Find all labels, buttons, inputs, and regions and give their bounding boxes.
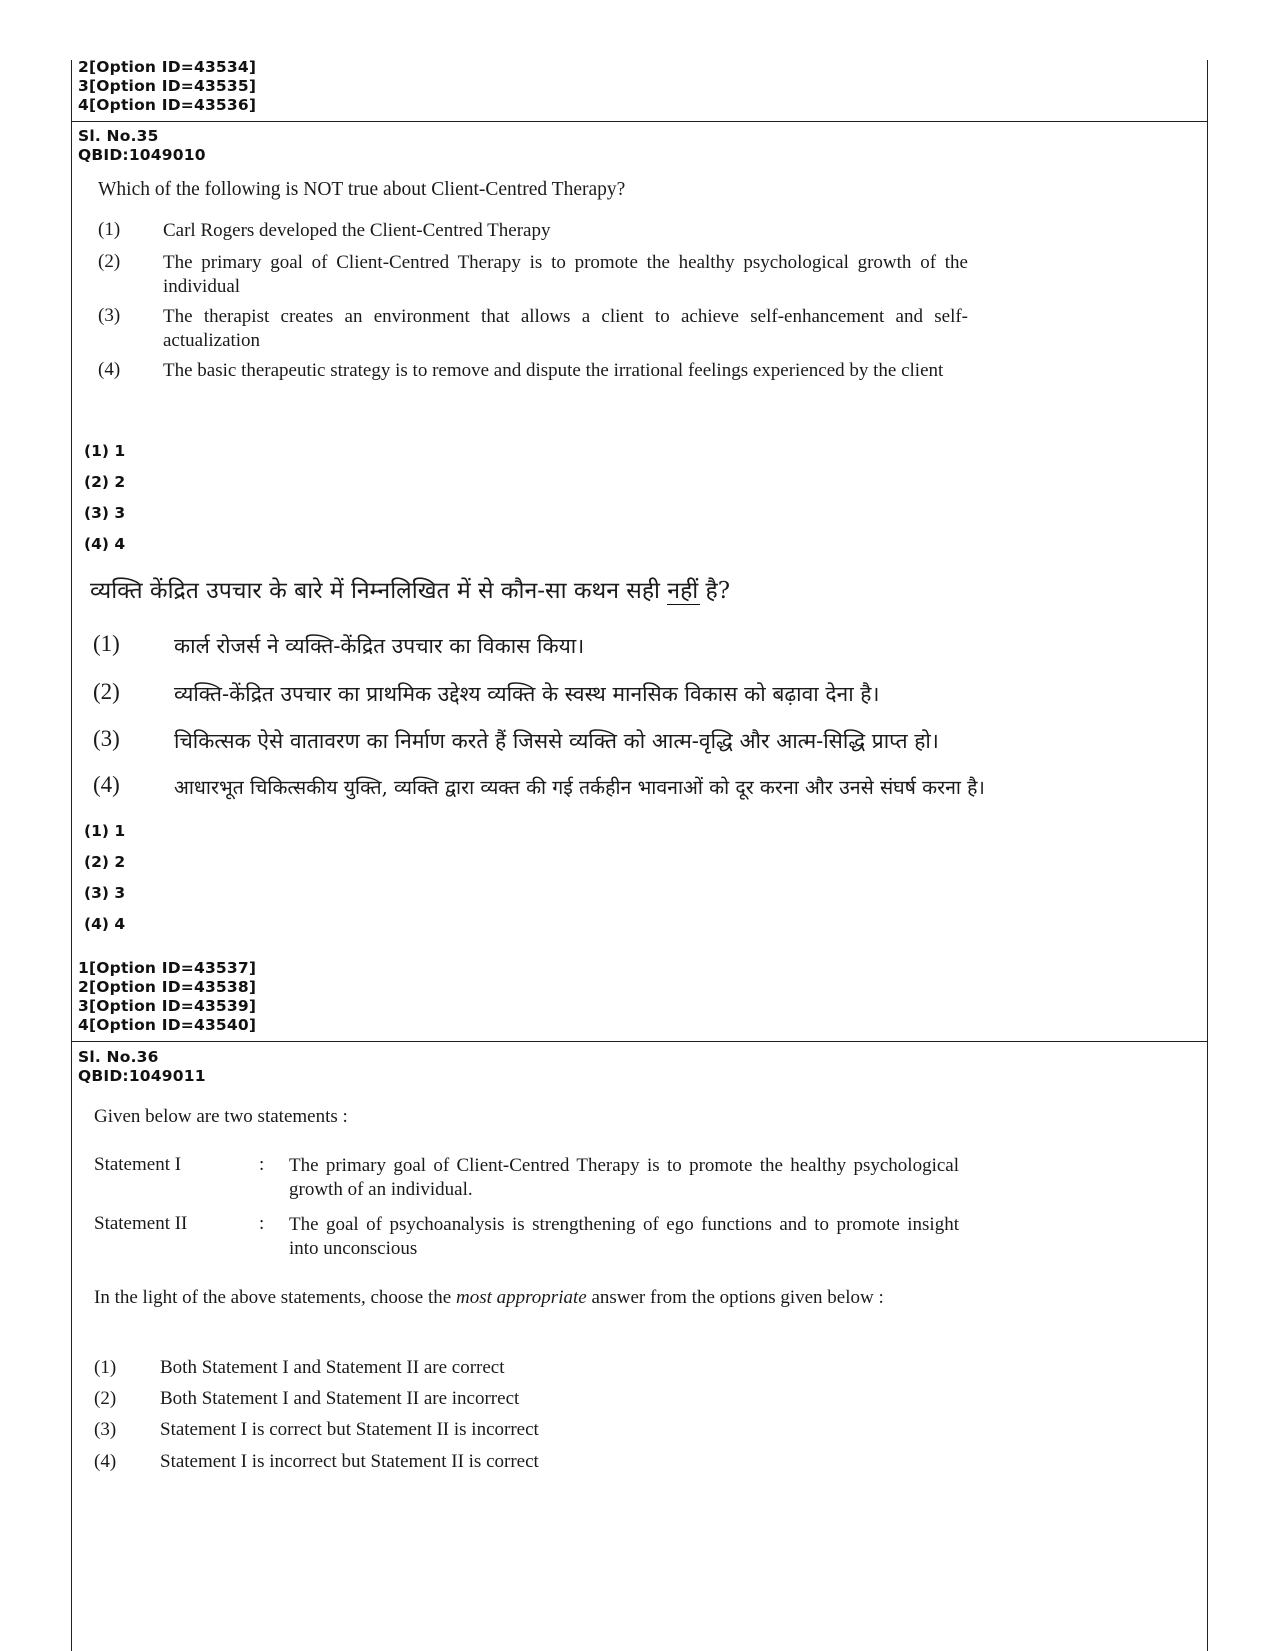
option-text: Carl Rogers developed the Client-Centred Therapy bbox=[163, 220, 551, 241]
qbid: QBID:1049011 bbox=[78, 1067, 206, 1085]
serial-number: Sl. No.36 bbox=[78, 1048, 159, 1066]
option-number: (4) bbox=[94, 1451, 117, 1472]
statement-label: Statement I bbox=[94, 1154, 182, 1175]
answer-choice: (4) 4 bbox=[84, 535, 126, 553]
answer-choice: (3) 3 bbox=[84, 884, 126, 902]
option-number: (2) bbox=[93, 679, 120, 704]
answer-choice: (2) 2 bbox=[84, 853, 126, 871]
option-id-line: 1[Option ID=43537] bbox=[78, 959, 257, 977]
option-id-line: 2[Option ID=43534] bbox=[78, 58, 257, 76]
statement-colon: : bbox=[259, 1213, 265, 1234]
answer-choice: (4) 4 bbox=[84, 915, 126, 933]
option-text-hi: आधारभूत चिकित्सकीय युक्ति, व्यक्ति द्वारा व्यक्त की गई तर्कहीन भावनाओं को दूर करना और उनसे संघर्ष करना है। bbox=[174, 776, 985, 799]
question-intro: Given below are two statements : bbox=[94, 1106, 348, 1127]
answer-choice: (1) 1 bbox=[84, 822, 126, 840]
option-number: (3) bbox=[94, 1419, 117, 1440]
option-number: (4) bbox=[98, 359, 121, 380]
option-id-line: 4[Option ID=43536] bbox=[78, 96, 257, 114]
option-number: (2) bbox=[94, 1388, 117, 1409]
option-id-line: 4[Option ID=43540] bbox=[78, 1016, 257, 1034]
option-number: (3) bbox=[93, 726, 120, 751]
statement-label: Statement II bbox=[94, 1213, 188, 1234]
underline-mark bbox=[667, 604, 700, 605]
instruction-pre: In the light of the above statements, choose the bbox=[94, 1287, 456, 1308]
option-text: Statement I is correct but Statement II is incorrect bbox=[160, 1419, 539, 1440]
option-id-line: 3[Option ID=43539] bbox=[78, 997, 257, 1015]
qbid: QBID:1049010 bbox=[78, 146, 206, 164]
option-text: Statement I is incorrect but Statement II is correct bbox=[160, 1451, 539, 1472]
statement-text: The goal of psychoanalysis is strengthening of ego functions and to promote insight into unconscious bbox=[289, 1214, 959, 1259]
option-number: (1) bbox=[94, 1357, 117, 1378]
question-text-en: Which of the following is NOT true about Client-Centred Therapy? bbox=[98, 179, 626, 200]
statement-colon: : bbox=[259, 1154, 265, 1175]
option-text: The therapist creates an environment that allows a client to achieve self-enhancement and self-actualization bbox=[163, 306, 968, 351]
section-divider bbox=[71, 1041, 1208, 1042]
option-text-hi: चिकित्सक ऐसे वातावरण का निर्माण करते हैं जिससे व्यक्ति को आत्म-वृद्धि और आत्म-सिद्धि प्राप्त हो। bbox=[174, 729, 939, 753]
option-number: (1) bbox=[98, 219, 121, 240]
option-id-line: 2[Option ID=43538] bbox=[78, 978, 257, 996]
instruction-emphasis: most appropriate bbox=[455, 1287, 587, 1308]
option-text-hi: व्यक्ति-केंद्रित उपचार का प्राथमिक उद्देश्य व्यक्ति के स्वस्थ मानसिक विकास को बढ़ावा देना है। bbox=[174, 682, 880, 706]
instruction-post: answer from the options given below : bbox=[586, 1287, 884, 1308]
option-id-line: 3[Option ID=43535] bbox=[78, 77, 257, 95]
option-text: Both Statement I and Statement II are correct bbox=[160, 1357, 505, 1378]
option-text-hi: कार्ल रोजर्स ने व्यक्ति-केंद्रित उपचार का विकास किया। bbox=[174, 634, 585, 658]
answer-choice: (2) 2 bbox=[84, 473, 126, 491]
answer-choice: (1) 1 bbox=[84, 442, 126, 460]
option-text: Both Statement I and Statement II are incorrect bbox=[160, 1388, 520, 1409]
option-number: (1) bbox=[93, 631, 120, 656]
option-text: The primary goal of Client-Centred Therapy is to promote the healthy psychological growth of the individual bbox=[163, 252, 968, 297]
option-number: (3) bbox=[98, 305, 121, 326]
option-text: The basic therapeutic strategy is to remove and dispute the irrational feelings experienced by the client bbox=[163, 360, 944, 381]
serial-number: Sl. No.35 bbox=[78, 127, 159, 145]
question-text-hi: व्यक्ति केंद्रित उपचार के बारे में निम्नलिखित में से कौन-सा कथन सही नहीं है? bbox=[90, 578, 731, 604]
option-number: (2) bbox=[98, 251, 121, 272]
option-number: (4) bbox=[93, 772, 120, 797]
statement-text: The primary goal of Client-Centred Therapy is to promote the healthy psychological growth of an individual. bbox=[289, 1155, 959, 1200]
instruction-text bbox=[94, 1286, 960, 1310]
section-divider bbox=[71, 121, 1208, 122]
answer-choice: (3) 3 bbox=[84, 504, 126, 522]
